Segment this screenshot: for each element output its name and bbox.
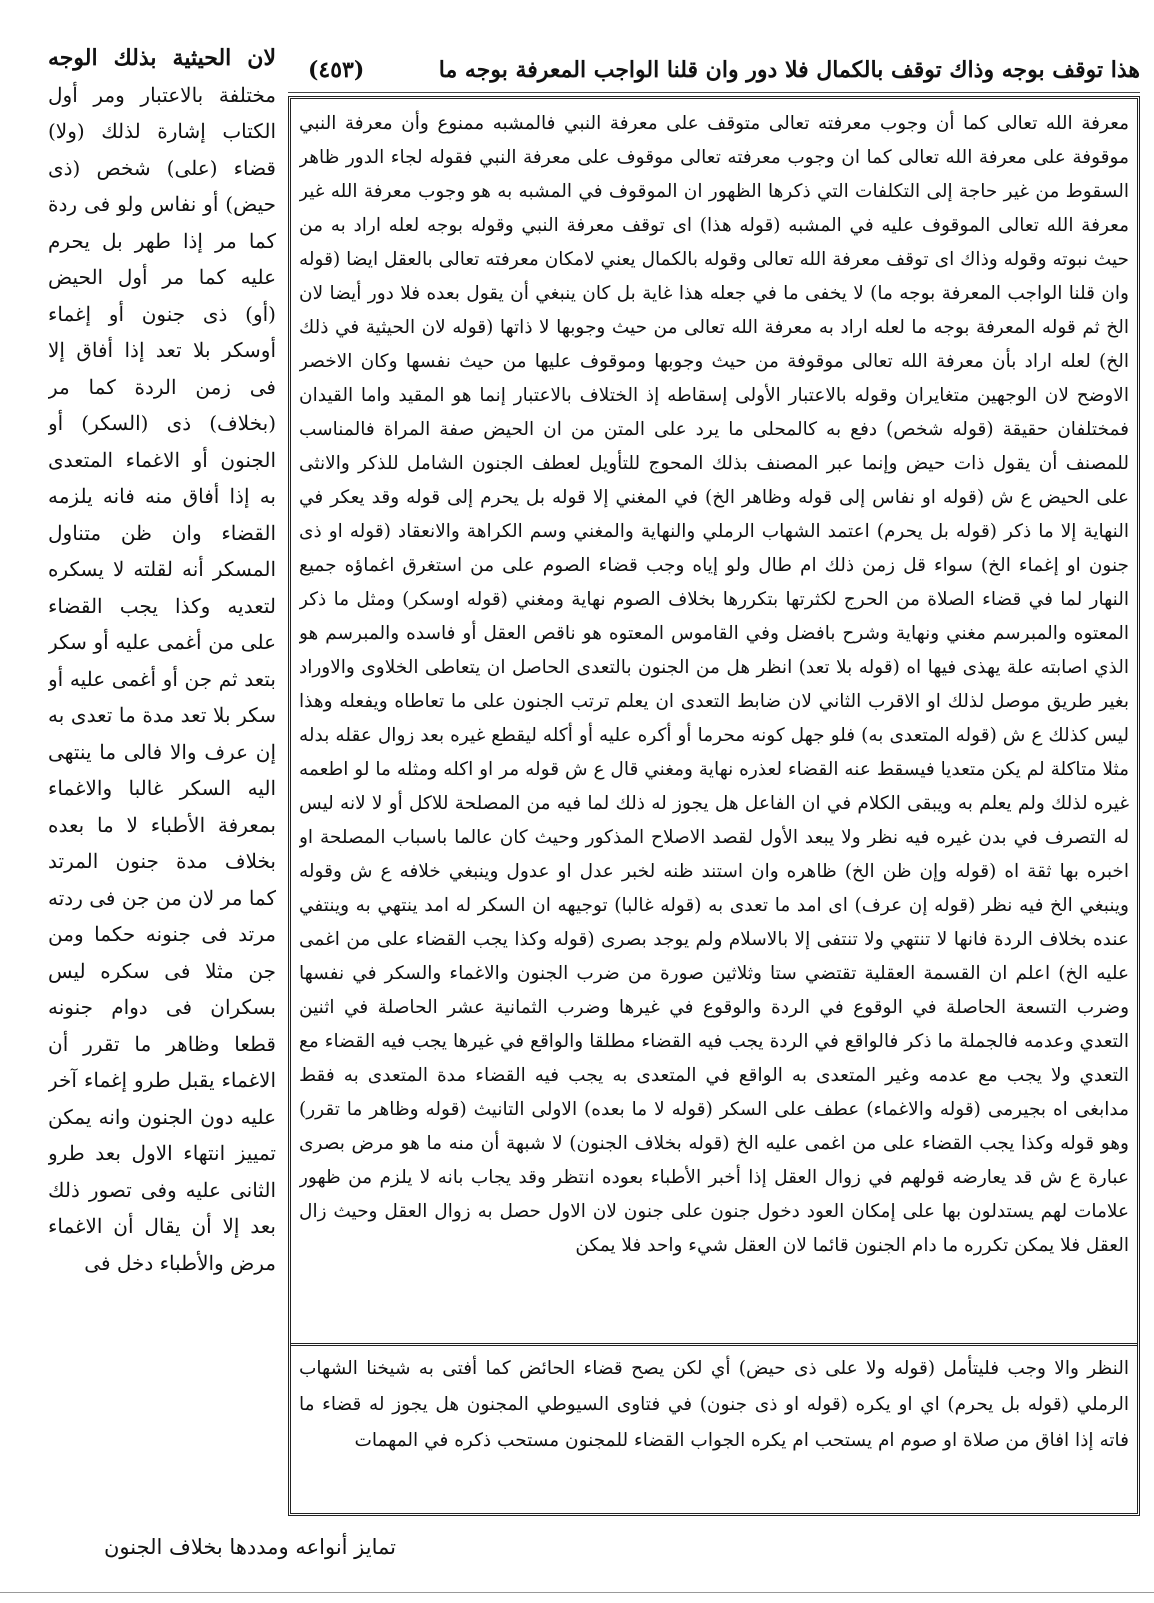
commentary-frame	[288, 96, 1140, 1516]
running-header-text: هذا توقف بوجه وذاك توقف بالكمال فلا دور وان قلنا الواجب المعرفة بوجه ما	[438, 57, 1140, 83]
running-header	[288, 50, 1140, 90]
lower-commentary: النظر والا وجب فليتأمل (قوله ولا على ذى حيض) أي لكن يصح قضاء الحائض كما أفتى به شيخنا الشهاب الرملي (قوله بل يحرم) اي او يكره (قوله او ذى جنون) في فتاوى السيوطي المجنون هل يجوز له قضاء ما فاته إذا افاق من صلاة او صوم ام يستحب ام يكره الجواب القضاء للمجنون مستحب ذكره في المهمات	[299, 1358, 1129, 1451]
commentary-divider	[291, 1343, 1137, 1346]
matn-continuation-line: تمايز أنواعه ومددها بخلاف الجنون	[103, 1535, 396, 1559]
matn-lead: لان الحيثية بذلك الوجه	[48, 45, 276, 71]
matn-text: مختلفة بالاعتبار ومر أول الكتاب إشارة لذلك (ولا) قضاء (على) شخص (ذى حيض) أو نفاس ولو فى ردة كما مر إذا طهر بل يحرم عليه كما مر أول الحيض (أو) ذى جنون أو إغماء أوسكر بلا تعد إذا أفاق إلا فى زمن الردة كما مر (بخلاف) ذى (السكر) أو الجنون أو الاغماء المتعدى به إذا أفاق منه فانه يلزمه القضاء وان ظن متناول المسكر أنه لقلته لا يسكره لتعديه وكذا يجب القضاء على من أغمى عليه أو سكر بتعد ثم جن أو أغمى عليه أو سكر بلا تعد مدة ما تعدى به إن عرف والا فالى ما ينتهى اليه السكر غالبا والاغماء بمعرفة الأطباء لا ما بعده بخلاف مدة جنون المرتد كما مر لان من جن فى ردته مرتد فى جنونه حكما ومن جن مثلا فى سكره ليس بسكران فى دوام جنونه قطعا وظاهر ما تقرر أن الاغماء يقبل طرو إغماء آخر عليه دون الجنون وانه يمكن تمييز انتهاء الاول بعد طرو الثانى عليه وفى تصور ذلك بعد إلا أن يقال أن الاغماء مرض والأطباء دخل فى	[48, 82, 276, 1275]
page-bottom-rule	[0, 1592, 1154, 1593]
upper-commentary: معرفة الله تعالى كما أن وجوب معرفته تعالى متوقف على معرفة النبي فالمشبه ممنوع وأن معرفة النبي موقوفة على معرفة الله تعالى كما ان وجوب معرفته تعالى موقوف على معرفة النبي فقوله لجاء الدور ظاهر السقوط من غير حاجة إلى التكلفات التي ذكرها الظهور ان الموقوف في المشبه به هو وجوب معرفة الله غير معرفة الله تعالى الموقوف عليه في المشبه (قوله هذا) اى توقف معرفة النبي وقوله بوجه لعله اراد به من حيث نبوته وقوله وذاك اى توقف معرفة الله تعالى وقوله بالكمال يعني لامكان معرفته تعالى بالعقل ايضا (قوله وان قلنا الواجب المعرفة بوجه ما) لا يخفى ما في جعله هذا غاية بل كان ينبغي أن يقول بعده فلا دور أيضا لان الخ ثم قوله المعرفة بوجه ما لعله اراد به معرفة الله تعالى من حيث وجوبها لا ذاتها (قوله لان الحيثية في ذلك الخ) لعله اراد بأن معرفة الله تعالى موقوفة من حيث وجوبها وموقوف عليها من حيث نفسها وكان الاخصر الاوضح لان الوجهين متغايران وقوله بالاعتبار الأولى إسقاطه إذ الختلاف بالاعتبار إنما هو المقيد واما القيدان فمختلفان حقيقة (قوله شخص) دفع به كالمحلى ما يرد على المتن من ان الحيض صفة المراة فالمناسب للمصنف أن يقول ذات حيض وإنما عبر المصنف بذلك المحوج للتأويل لعطف الجنون الشامل للذكر والانثى على الحيض ع ش (قوله او نفاس إلى قوله وظاهر الخ) في المغني إلا قوله بل يحرم إلى قوله وقد يعكر في النهاية إلا ما ذكر (قوله بل يحرم) اعتمد الشهاب الرملي والنهاية والمغني وسم الكراهة والانعقاد (قوله او ذى جنون او إغماء الخ) سواء قل زمن ذلك ام طال ولو إياه وجب قضاء الصوم على من استغرق اغماؤه جميع النهار لما في قضاء الصلاة من الحرج لكثرتها بتكررها بخلاف الصوم نهاية ومغني (قوله اوسكر) ومثل ما ذكر المعتوه والمبرسم مغني ونهاية وشرح بافضل وفي القاموس المعتوه هو ناقص العقل أو فاسده والمبرسم هو الذي اصابته علة يهذى فيها اه (قوله بلا تعد) انظر هل من الجنون بالتعدى الحاصل ان يتعاطى الخلاوى والاوراد بغير طريق موصل لذلك او الاقرب الثاني لان ضابط التعدى ان يعلم ترتب الجنون على ما تعاطاه ويفعله وهذا ليس كذلك ع ش (قوله المتعدى به) فلو جهل كونه محرما أو أكره عليه أو أكله ليقطع غيره بعد زوال عقله بدله مثلا متاكلة لم يكن متعديا فيسقط عنه القضاء لعذره نهاية ومغني قال ع ش قوله مر او اكله ومثله ما لو اطعمه غيره لذلك ولم يعلم به ويبقى الكلام في ان الفاعل هل يجوز له ذلك لما فيه من المصلحة للاكل أو لا لانه ليس له التصرف في بدن غيره فيه نظر ولا يبعد الأول لقصد الاصلاح المذكور وحيث كان عالما باسباب المصلحة او اخبره بها ثقة اه (قوله وإن ظن الخ) ظاهره وان استند ظنه لخبر عدل او عدول وينبغي خلافه ع ش وقوله وينبغي الخ فيه نظر (قوله إن عرف) اى امد ما تعدى به (قوله غالبا) توجيهه ان السكر له امد ينتهي به وينتفي عنده بخلاف الردة فانها لا تنتهي ولا تنتفى إلا بالاسلام ولم يوجد بصرى (قوله وكذا يجب القضاء على من اغمى عليه الخ) اعلم ان القسمة العقلية تقتضي ستا وثلاثين صورة من ضرب الجنون والاغماء والسكر في نفسها وضرب التسعة الحاصلة في الوقوع في الردة والوقوع في غيرها وضرب الثمانية عشر الحاصلة في اثنين التعدي وعدمه فالجملة ما ذكر فالواقع في الردة يجب فيه القضاء مطلقا والواقع في غيرها يجب فيه القضاء مع التعدي ولا يجب مع عدمه وغير المتعدى به الواقع في المتعدى به يجب فيه القضاء مدة المتعدى به فقط مدابغى اه بجيرمى (قوله والاغماء) عطف على السكر (قوله لا ما بعده) الاولى التانيث (قوله وظاهر ما تقرر) وهو قوله وكذا يجب القضاء على من اغمى عليه الخ (قوله بخلاف الجنون) لا شبهة أن منه ما هو مرض بصرى عبارة ع ش قد يعارضه قولهم في زوال العقل إذا أخبر الأطباء بعوده انتظر وقد يجاب بانه لا يلزم من ظهور علامات لهم يستدلون بها على إمكان العود دخول جنون على جنون لان الاول حصل به زوال العقل وحيث زال العقل فلا يمكن تكرره ما دام الجنون قائما لان العقل شيء واحد فلا يمكن	[299, 113, 1129, 1256]
matn-column	[48, 40, 276, 1520]
page-number: (٤٥٣)	[308, 57, 365, 83]
header-rule	[288, 92, 1140, 93]
